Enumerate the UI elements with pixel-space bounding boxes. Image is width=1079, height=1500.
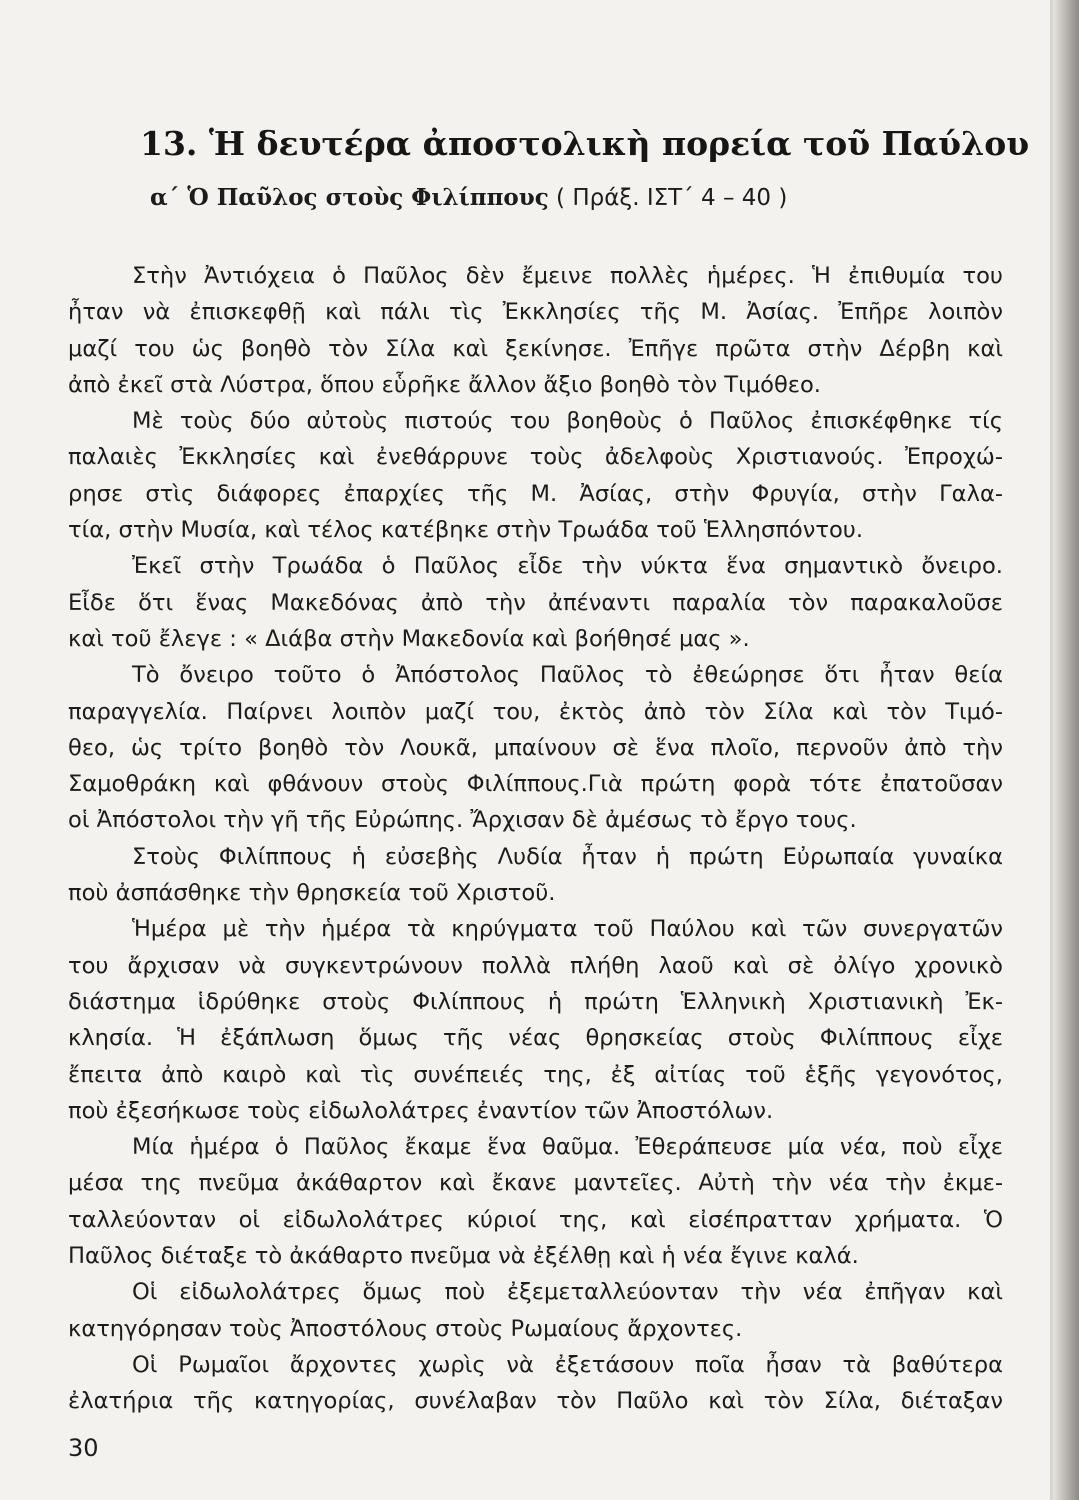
text-line: Ἐκεῖ στὴν Τρωάδα ὁ Παῦλος εἶδε τὴν νύκτα ἕνα σημαντικὸ ὄνειρο. — [132, 553, 1003, 580]
text-line: καὶ τοῦ ἔλεγε : « Διάβα στὴν Μακεδονία καὶ βοήθησέ μας ». — [68, 625, 750, 652]
text-line: ποὺ ἐξεσήκωσε τοὺς εἰδωλολάτρες ἐναντίον τῶν Ἀποστόλων. — [68, 1097, 774, 1124]
text-line: Μὲ τοὺς δύο αὐτοὺς πιστούς του βοηθοὺς ὁ Παῦλος ἐπισκέφθηκε τίς — [132, 408, 1003, 435]
text-line: Σαμοθράκη καὶ φθάνουν στοὺς Φιλίππους.Γιὰ πρώτη φορὰ τότε ἐπατοῦσαν — [68, 771, 1003, 798]
page-number: 30 — [68, 1434, 99, 1462]
text-line: ταλλεύονταν οἱ εἰδωλολάτρες κύριοί της, καὶ εἰσέπρατταν χρήματα. Ὁ — [68, 1206, 1003, 1233]
text-line: οἱ Ἀπόστολοι τὴν γῆ τῆς Εὐρώπης. Ἄρχισαν δὲ ἀμέσως τὸ ἔργο τους. — [68, 807, 857, 834]
text-line: ἦταν νὰ ἐπισκεφθῇ καὶ πάλι τὶς Ἐκκλησίες τῆς Μ. Ἀσίας. Ἐπῆρε λοιπὸν — [68, 299, 1003, 326]
scripture-reference: ( Πράξ. ΙΣΤ΄ 4 – 40 ) — [556, 185, 788, 211]
subtitle-heading: α΄ Ὁ Παῦλος στοὺς Φιλίππους — [150, 184, 549, 211]
text-line: θεο, ὡς τρίτο βοηθὸ τὸν Λουκᾶ, μπαίνουν σὲ ἕνα πλοῖο, περνοῦν ἀπὸ τὴν — [68, 734, 1003, 761]
text-line: κλησία. Ἡ ἐξάπλωση ὅμως τῆς νέας θρησκείας στοὺς Φιλίππους εἶχε — [68, 1025, 1003, 1052]
text-line: κατηγόρησαν τοὺς Ἀποστόλους στοὺς Ρωμαίους ἄρχοντες. — [68, 1315, 743, 1342]
text-line: Εἶδε ὅτι ἕνας Μακεδόνας ἀπὸ τὴν ἀπέναντι παραλία τὸν παρακαλοῦσε — [68, 589, 1003, 616]
text-line: Στοὺς Φιλίππους ἡ εὐσεβὴς Λυδία ἦταν ἡ πρώτη Εὐρωπαία γυναίκα — [132, 843, 1003, 870]
text-line: ἐλατήρια τῆς κατηγορίας, συνέλαβαν τὸν Παῦλο καὶ τὸν Σίλα, διέταξαν — [68, 1388, 1003, 1415]
text-line: ἀπὸ ἐκεῖ στὰ Λύστρα, ὅπου εὗρῆκε ἄλλον ἄξιο βοηθὸ τὸν Τιμόθεο. — [68, 371, 821, 398]
text-line: Παῦλος διέταξε τὸ ἀκάθαρτο πνεῦμα νὰ ἐξέλθῃ καὶ ἡ νέα ἔγινε καλά. — [68, 1243, 859, 1270]
chapter-title: 13. Ἡ δευτέρα ἀποστολικὴ πορεία τοῦ Παύλου — [140, 124, 1030, 163]
text-line: ἔπειτα ἀπὸ καιρὸ καὶ τὶς συνέπειές της, ἐξ αἰτίας τοῦ ἑξῆς γεγονότος, — [68, 1061, 1003, 1088]
text-line: του ἄρχισαν νὰ συγκεντρώνουν πολλὰ πλήθη λαοῦ καὶ σὲ ὀλίγο χρονικὸ — [68, 952, 1003, 979]
text-line: Τὸ ὄνειρο τοῦτο ὁ Ἀπόστολος Παῦλος τὸ ἐθεώρησε ὅτι ἦταν θεία — [132, 662, 1003, 689]
text-line: Οἱ εἰδωλολάτρες ὅμως ποὺ ἐξεμεταλλεύονταν τὴν νέα ἐπῆγαν καὶ — [132, 1279, 1003, 1306]
text-line: τία, στὴν Μυσία, καὶ τέλος κατέβηκε στὴν Τρωάδα τοῦ Ἑλλησπόντου. — [68, 517, 864, 544]
text-line: Στὴν Ἀντιόχεια ὁ Παῦλος δὲν ἔμεινε πολλὲς ἡμέρες. Ἡ ἐπιθυμία του — [132, 263, 1003, 289]
text-line: Μία ἡμέρα ὁ Παῦλος ἔκαμε ἕνα θαῦμα. Ἐθεράπευσε μία νέα, ποὺ εἶχε — [132, 1134, 1003, 1161]
text-line: παλαιὲς Ἐκκλησίες καὶ ἐνεθάρρυνε τοὺς ἀδελφοὺς Χριστιανούς. Ἐπροχώ- — [68, 444, 1003, 471]
text-line: μαζί του ὡς βοηθὸ τὸν Σίλα καὶ ξεκίνησε. Ἐπῆγε πρῶτα στὴν Δέρβη καὶ — [68, 335, 1003, 362]
body-text — [68, 258, 1003, 1420]
section-subtitle — [150, 180, 930, 216]
text-line: ρησε στὶς διάφορες ἐπαρχίες τῆς Μ. Ἀσίας, στὴν Φρυγία, στὴν Γαλα- — [68, 480, 1003, 507]
text-line: διάστημα ἱδρύθηκε στοὺς Φιλίππους ἡ πρώτη Ἑλληνικὴ Χριστιανικὴ Ἐκ- — [68, 988, 1003, 1015]
text-line: ποὺ ἀσπάσθηκε τὴν θρησκεία τοῦ Χριστοῦ. — [68, 880, 556, 907]
text-line: μέσα της πνεῦμα ἀκάθαρτον καὶ ἔκανε μαντεῖες. Αὐτὴ τὴν νέα τὴν ἐκμε- — [68, 1170, 1003, 1197]
text-line: Ἡμέρα μὲ τὴν ἡμέρα τὰ κηρύγματα τοῦ Παύλου καὶ τῶν συνεργατῶν — [132, 916, 1003, 943]
text-line: παραγγελία. Παίρνει λοιπὸν μαζί του, ἐκτὸς ἀπὸ τὸν Σίλα καὶ τὸν Τιμό- — [68, 698, 1003, 725]
page-edge — [1053, 0, 1079, 1500]
text-line: Οἱ Ρωμαῖοι ἄρχοντες χωρὶς νὰ ἐξετάσουν ποῖα ἦσαν τὰ βαθύτερα — [132, 1351, 1003, 1378]
